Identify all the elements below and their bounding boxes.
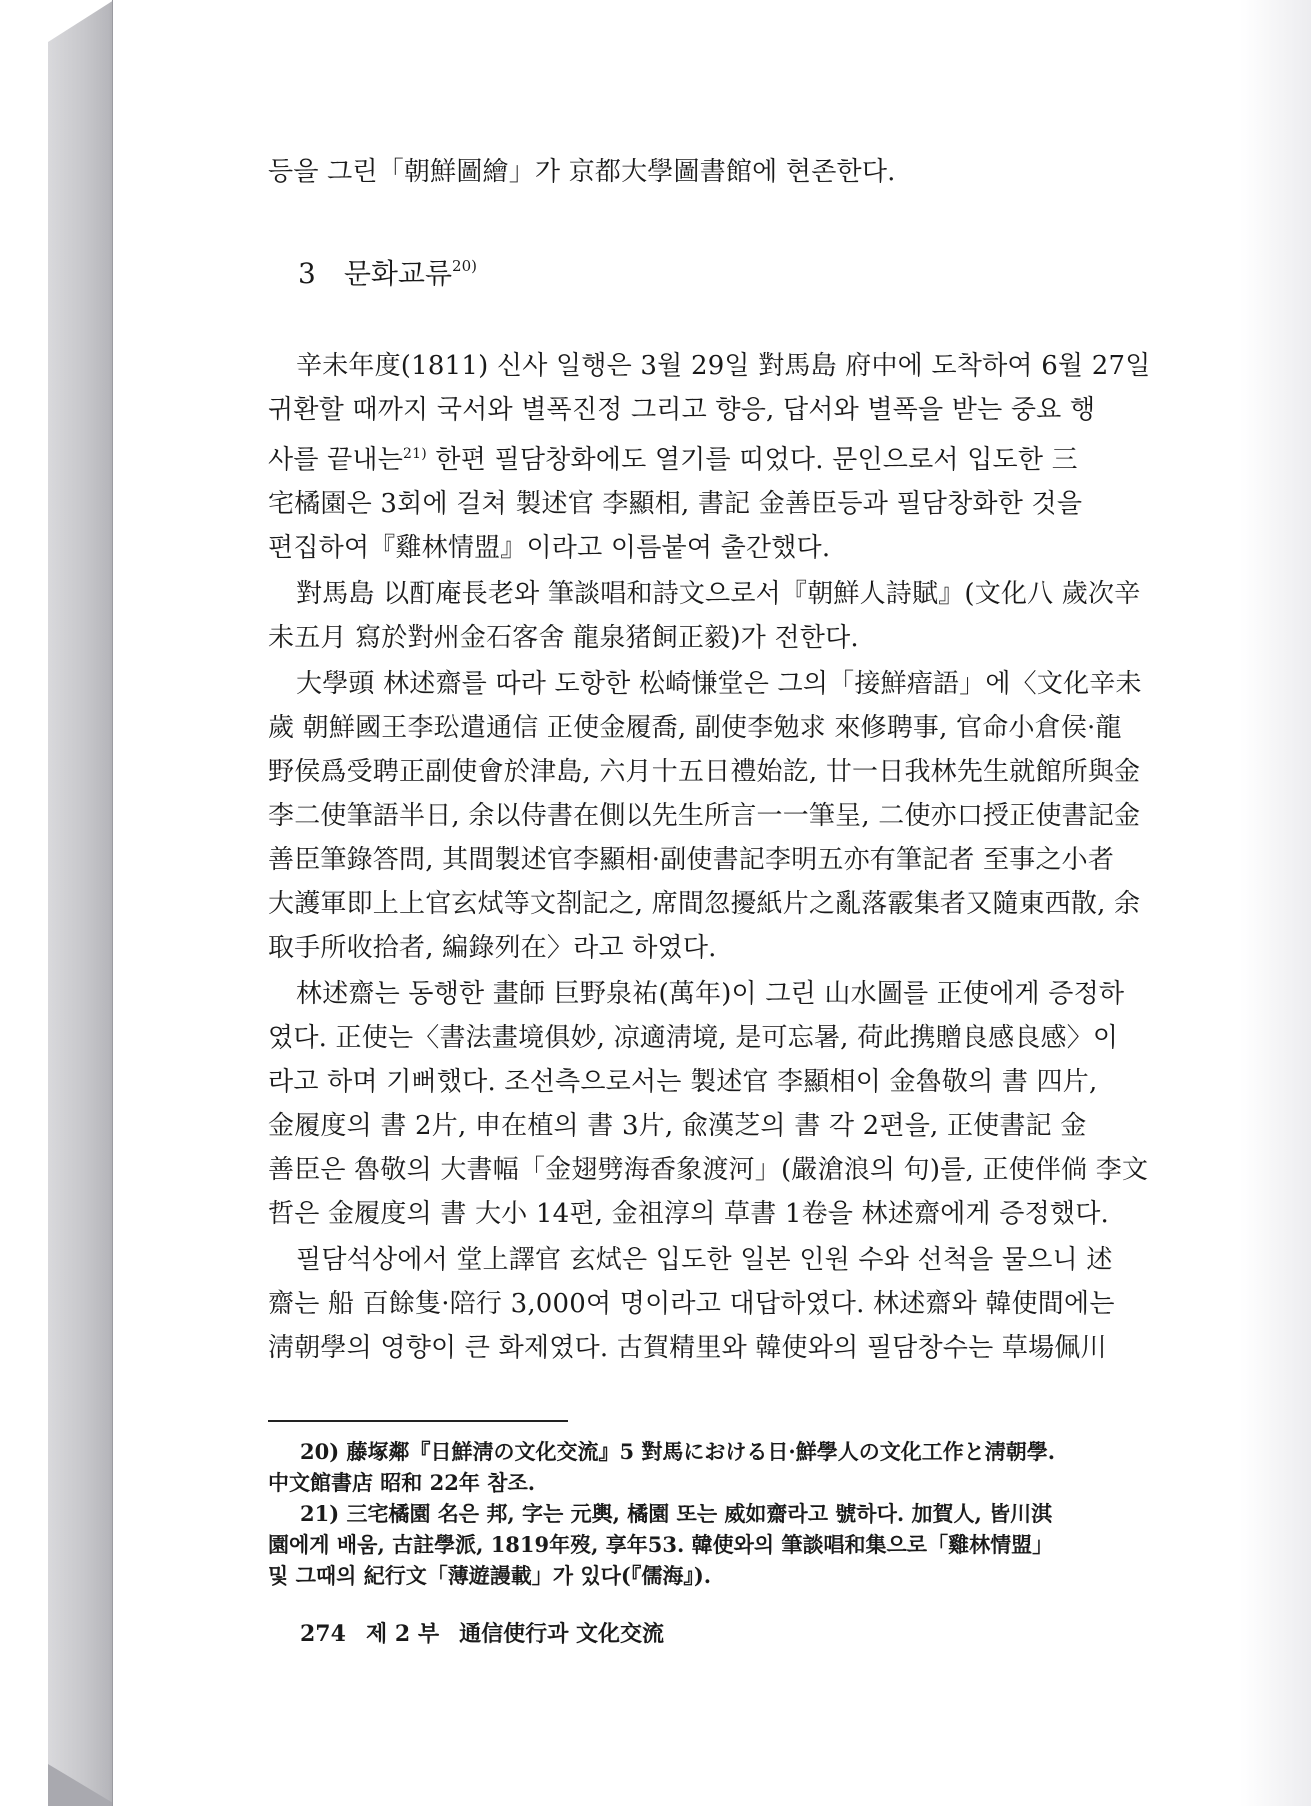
paragraph-line: 善臣은 魯敬의 大書幅「金翅劈海香象渡河」(嚴滄浪의 句)를, 正使伴倘 李文 xyxy=(268,1155,1149,1185)
footnote-line: 21) 三宅橘園 名은 邦, 字는 元輿, 橘園 또는 威如齋라고 號하다. 加賀人, 皆川淇 xyxy=(300,1501,1053,1526)
paragraph-line: 필담석상에서 堂上譯官 玄烒은 입도한 일본 인원 수와 선척을 물으니 述 xyxy=(296,1245,1113,1275)
paragraph-5 xyxy=(268,1238,1213,1370)
paragraph-line: 取手所收拾者, 編錄列在〉라고 하였다. xyxy=(268,933,717,963)
paragraph-line: 편집하여『雞林情盟』이라고 이름붙여 출간했다. xyxy=(268,533,831,563)
footnote-line: 및 그때의 紀行文「薄遊謾載」가 있다(『儒海』). xyxy=(268,1563,712,1588)
paragraph-line: 大護軍即上上官玄烒等文剳記之, 席間忽擾紙片之亂落霰集者又隨東西散, 余 xyxy=(268,889,1141,919)
footnote-divider xyxy=(268,1420,568,1422)
page-content xyxy=(268,150,1213,1649)
paragraph-3 xyxy=(268,662,1213,970)
paragraph-line: 라고 하며 기뻐했다. 조선측으로서는 製述官 李顯相이 金魯敬의 書 四片, xyxy=(268,1067,1098,1097)
paragraph-4 xyxy=(268,972,1213,1236)
paragraph-line: 善臣筆錄答問, 其間製述官李顯相·副使書記李明五亦有筆記者 至事之小者 xyxy=(268,845,1115,875)
footnote-ref: 21) xyxy=(403,446,427,462)
footnote-line: 園에게 배움, 古註學派, 1819年歿, 享年53. 韓使와의 筆談唱和集으로「雞林情盟」 xyxy=(268,1532,1054,1557)
paragraph-2 xyxy=(268,572,1213,660)
paragraph-line: 사를 끝내는$^{21)}$ 한편 필담창화에도 열기를 띠었다. 문인으로서 입도한 三 xyxy=(268,445,1078,475)
footnote-line: 中文館書店 昭和 22年 참조. xyxy=(268,1470,536,1495)
section-note-ref: 20) xyxy=(452,257,477,275)
footnote-line: 20) 藤塚鄰『日鮮淸の文化交流』5 對馬における日·鮮學人の文化工作と淸朝學. xyxy=(300,1439,1056,1464)
paragraph-1 xyxy=(268,344,1213,570)
paragraph-line: 哲은 金履度의 書 大小 14편, 金祖淳의 草書 1卷을 林述齋에게 증정했다. xyxy=(268,1199,1110,1229)
page-footer xyxy=(300,1619,1213,1649)
paragraph-line: 宅橘園은 3회에 걸쳐 製述官 李顯相, 書記 金善臣등과 필담창화한 것을 xyxy=(268,489,1083,519)
book-spine xyxy=(48,0,114,1806)
page-number: 274 xyxy=(300,1621,346,1647)
section-title: 문화교류 xyxy=(343,257,453,290)
section-heading xyxy=(298,246,1213,294)
section-number: 3 xyxy=(298,257,316,290)
footer-part: 제 2 부 xyxy=(365,1621,440,1647)
paragraph-line: 李二使筆語半日, 余以侍書在側以先生所言一一筆呈, 二使亦口授正使書記金 xyxy=(268,801,1141,831)
paragraph-line: 林述齋는 동행한 畫師 巨野泉祐(萬年)이 그린 山水圖를 正使에게 증정하 xyxy=(296,979,1125,1009)
footer-title: 通信使行과 文化交流 xyxy=(459,1621,664,1647)
paragraph-line: 金履度의 書 2片, 申在植의 書 3片, 兪漢芝의 書 각 2편을, 正使書記 金 xyxy=(268,1111,1087,1141)
paragraph-line: 齋는 船 百餘隻·陪行 3,000여 명이라고 대답하였다. 林述齋와 韓使間에는 xyxy=(268,1289,1115,1319)
paragraph-line: 未五月 寫於對州金石客舍 龍泉猪飼正毅)가 전한다. xyxy=(268,623,859,653)
paragraph-line: 大學頭 林述齋를 따라 도항한 松崎慊堂은 그의「接鮮瘖語」에〈文化辛未 xyxy=(296,669,1142,699)
footnote-21 xyxy=(268,1498,1213,1591)
top-line: 등을 그린「朝鮮圖繪」가 京都大學圖書館에 현존한다. xyxy=(268,157,896,187)
paragraph-line: 歲 朝鮮國王李玜遣通信 正使金履喬, 副使李勉求 來修聘事, 官命小倉侯·龍 xyxy=(268,713,1122,743)
paragraph-line: 辛未年度(1811) 신사 일행은 3월 29일 對馬島 府中에 도착하여 6월 27일 xyxy=(296,351,1151,381)
paragraph-line: 였다. 正使는〈書法畫境俱妙, 凉適淸境, 是可忘暑, 荷此携贈良感良感〉이 xyxy=(268,1023,1119,1053)
paragraph-line: 野侯爲受聘正副使會於津島, 六月十五日禮始訖, 廿一日我林先生就館所與金 xyxy=(268,757,1141,787)
paragraph-line: 귀환할 때까지 국서와 별폭진정 그리고 향응, 답서와 별폭을 받는 중요 행 xyxy=(268,395,1096,425)
footnote-20 xyxy=(268,1436,1213,1498)
paragraph-line: 淸朝學의 영향이 큰 화제였다. 古賀精里와 韓使와의 필담창수는 草場佩川 xyxy=(268,1333,1107,1363)
paragraph-line: 對馬島 以酊庵長老와 筆談唱和詩文으로서『朝鮮人詩賦』(文化八 歲次辛 xyxy=(296,579,1141,609)
